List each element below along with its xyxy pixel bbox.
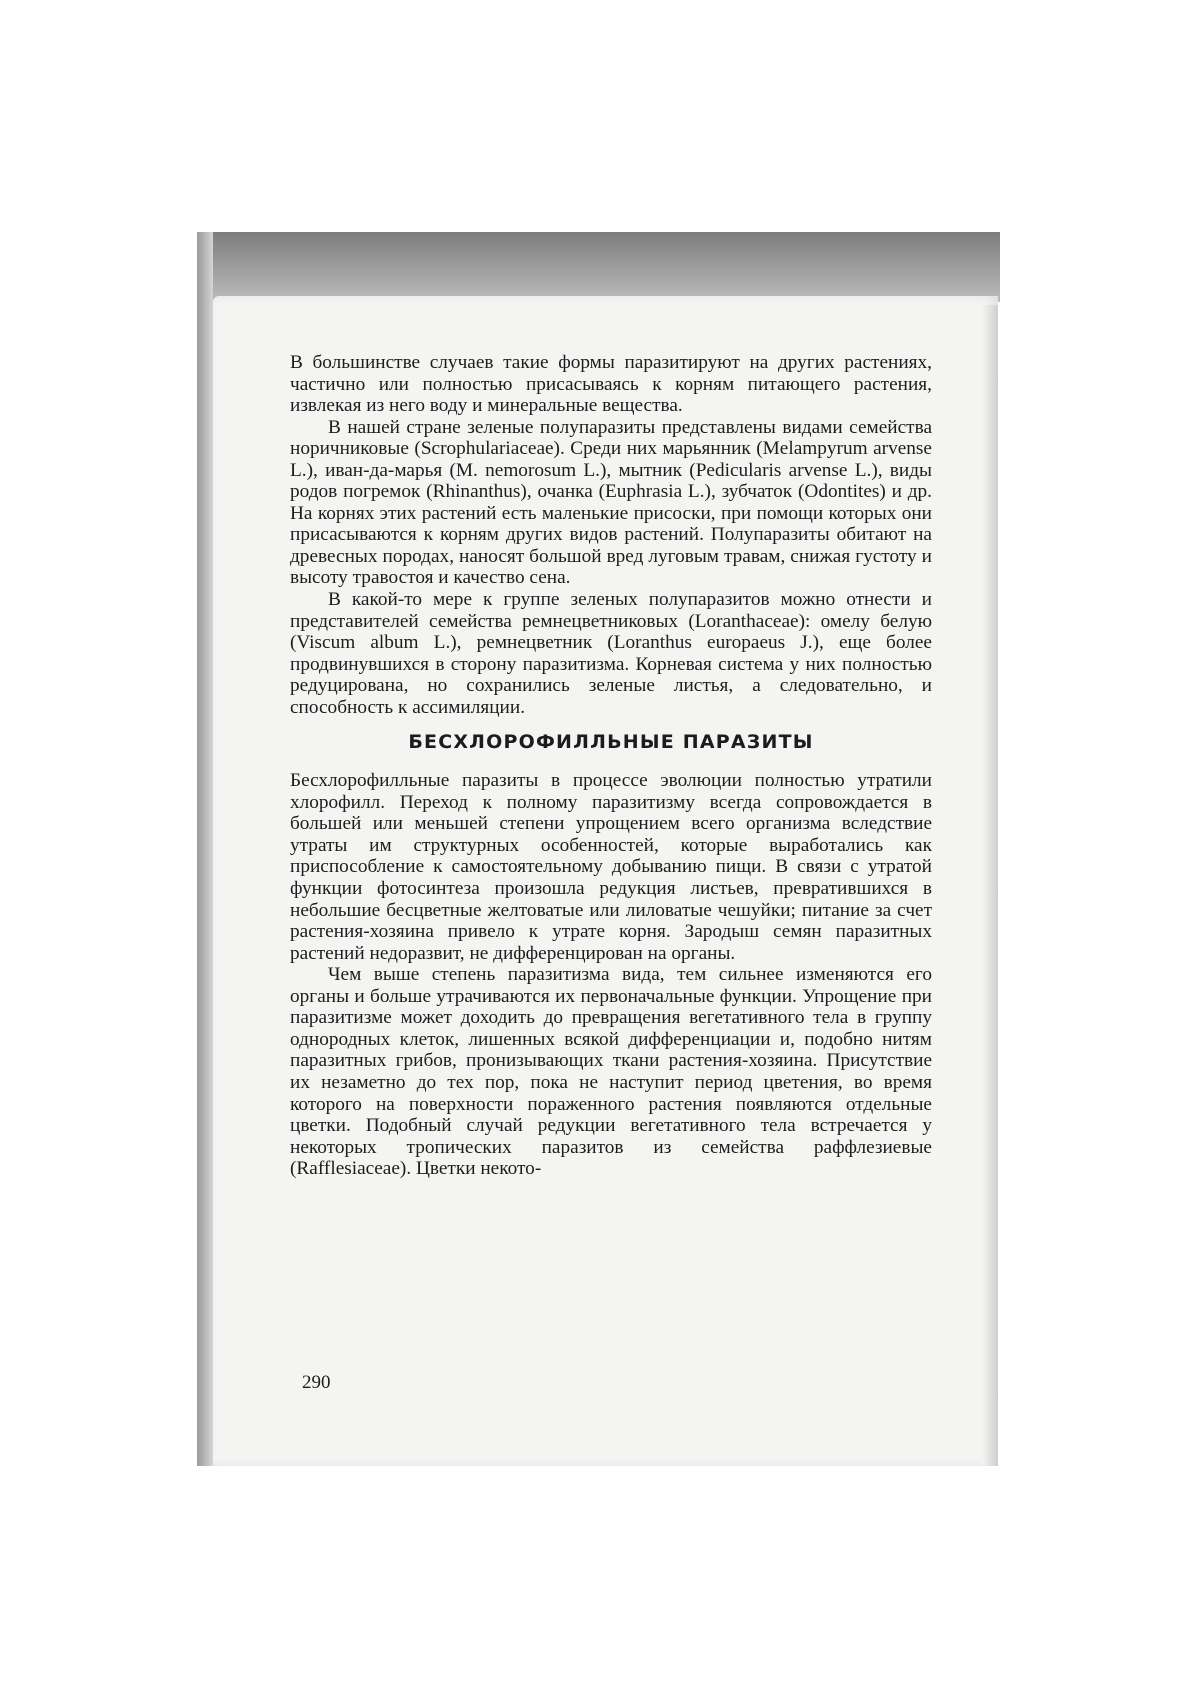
paragraph-loranthaceae: В какой-то мере к группе зеленых полупаразитов можно отнести и представителей семейства ремнецветниковых (Loranthaceae): омелу белую (Viscum album L.), ремнецветник (Loranthus europaeus J.), еще более продвинувшихся в сторону паразитизма. Корневая система у них полностью редуцирована, но сохранились зеленые листья, а следовательно, и способность к ассимиляции. xyxy=(290,589,932,718)
page-text xyxy=(290,352,932,1180)
scan-shadow-top xyxy=(210,232,1000,302)
paragraph-intro: В большинстве случаев такие формы паразитируют на других растениях, частично или полностью присасываясь к корням питающего растения, извлекая из него воду и минеральные вещества. xyxy=(290,352,932,417)
page-number: 290 xyxy=(302,1372,331,1393)
scan-shadow-left xyxy=(197,232,213,1466)
section-heading: БЕСХЛОРОФИЛЛЬНЫЕ ПАРАЗИТЫ xyxy=(408,731,814,754)
paragraph-scrophulariaceae: В нашей стране зеленые полупаразиты представлены видами семейства норичниковые (Scrophulariaceae). Среди них марьянник (Melampyrum arvense L.), иван-да-марья (M. nemorosum L.), мытник (Pedicularis arvense L.), виды родов погремок (Rhinanthus), очанка (Euphrasia L.), зубчаток (Odontites) и др. На корнях этих растений есть маленькие присоски, при помощи которых они присасываются к корням других видов растений. Полупаразиты обитают на древесных породах, наносят большой вред луговым травам, снижая густоту и высоту травостоя и качество сена. xyxy=(290,416,932,589)
paragraph-holoparasites: Бесхлорофилльные паразиты в процессе эволюции полностью утратили хлорофилл. Переход к полному паразитизму всегда сопровождается в большей или меньшей степени упрощением всего организма вследствие утраты им структурных особенностей, которые выработались как приспособление к самостоятельному добыванию пищи. В связи с утратой функции фотосинтеза произошла редукция листьев, превратившихся в небольшие бесцветные желтоватые или лиловатые чешуйки; питание за счет растения-хозяина привело к утрате корня. Зародыш семян паразитных растений недоразвит, не дифференцирован на органы. xyxy=(290,770,932,964)
page-curl-edge xyxy=(982,305,998,1466)
paragraph-reduction: Чем выше степень паразитизма вида, тем сильнее изменяются его органы и больше утрачиваются их первоначальные функции. Упрощение при паразитизме может доходить до превращения вегетативного тела в группу однородных клеток, лишенных всякой дифференциации и, подобно нитям паразитных грибов, пронизывающих ткани растения-хозяина. Присутствие их незаметно до тех пор, пока не наступит период цветения, во время которого на поверхности пораженного растения появляются отдельные цветки. Подобный случай редукции вегетативного тела встречается у некоторых тропических паразитов из семейства раффлезиевые (Rafflesiaceae). Цветки некото- xyxy=(290,964,932,1180)
